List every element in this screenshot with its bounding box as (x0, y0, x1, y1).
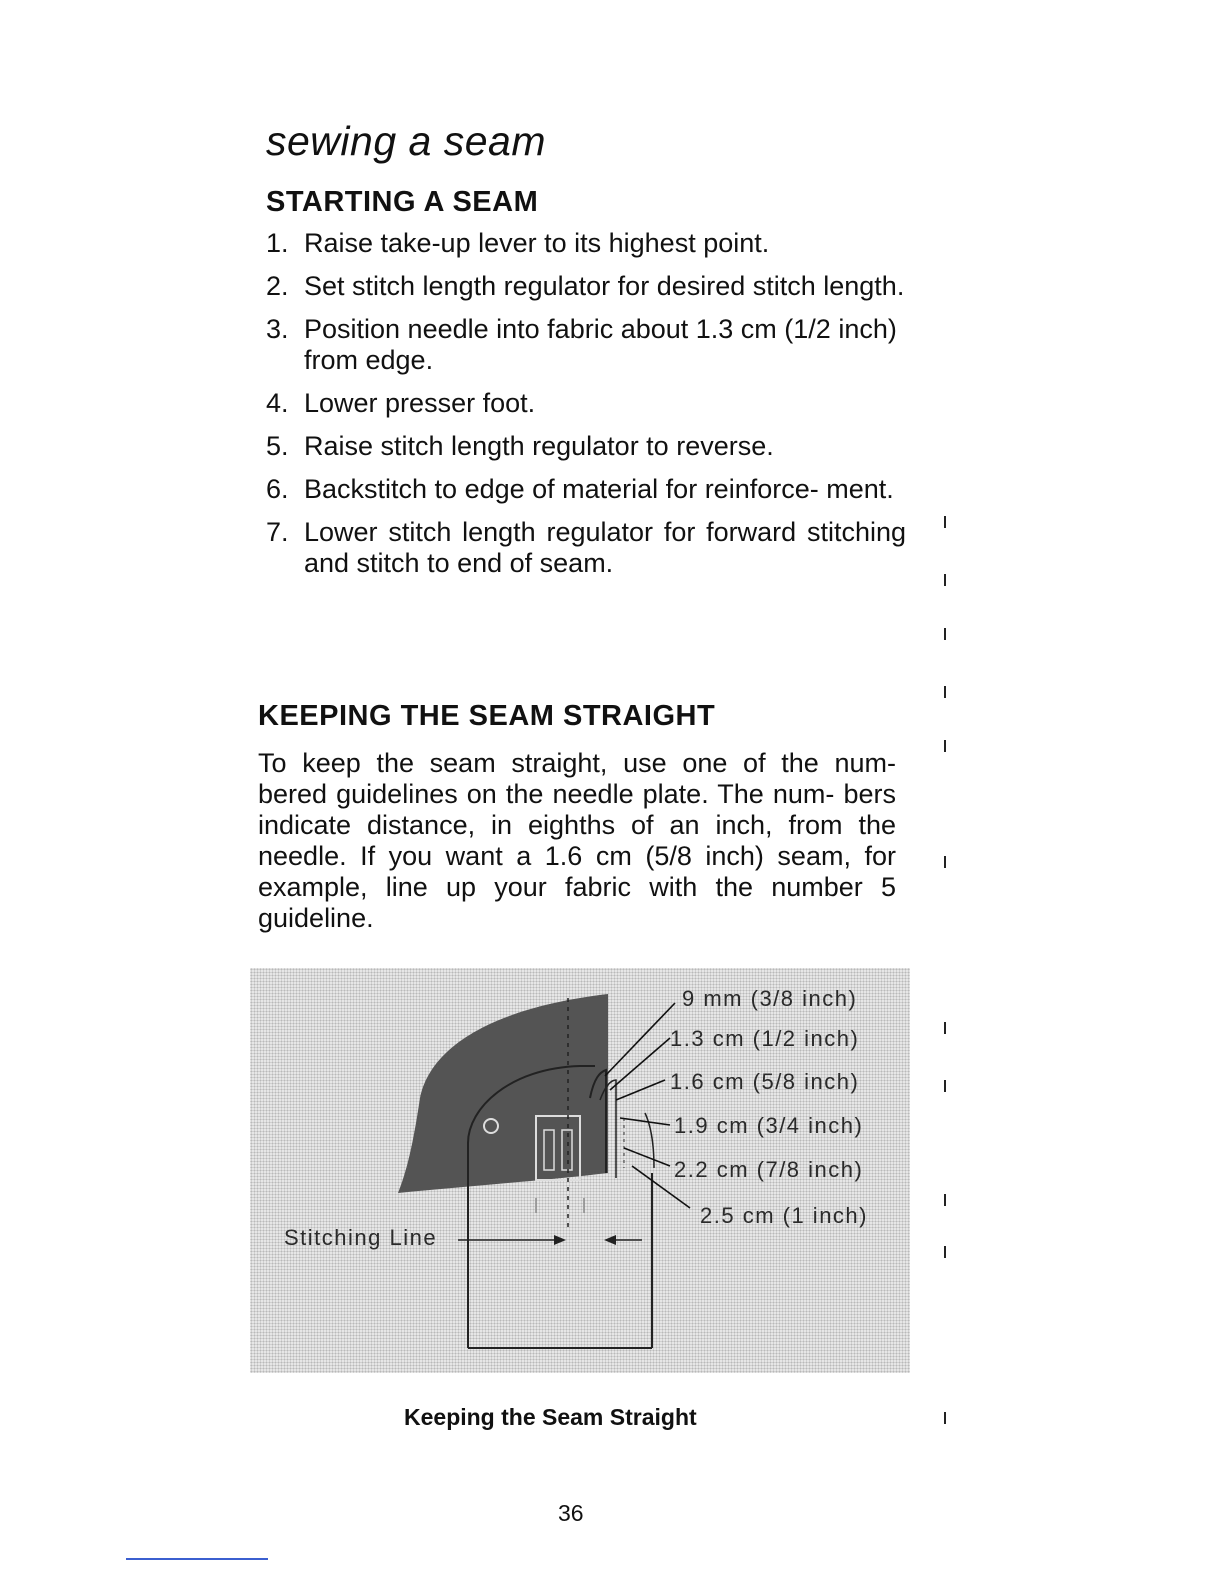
step-text: Position needle into fabric about 1.3 cm (1/2 inch) from edge. (304, 314, 897, 375)
step-text: Lower presser foot. (304, 388, 536, 418)
starting-seam-heading: STARTING A SEAM (266, 186, 539, 218)
step-number: 2. (266, 271, 289, 301)
step-number: 7. (266, 517, 289, 547)
step-number: 6. (266, 474, 289, 504)
scan-edge-mark (944, 1022, 946, 1034)
scan-edge-mark (944, 1080, 946, 1092)
guide-label-9mm: 9 mm (3/8 inch) (682, 986, 858, 1011)
guide-label-1-3cm: 1.3 cm (1/2 inch) (670, 1026, 860, 1051)
step-item (266, 314, 906, 376)
keeping-seam-paragraph: To keep the seam straight, use one of the num- bered guidelines on the needle plate. The num- bers indicate distance, in eighths of an inch, from the needle. If you want a 1.6 cm (5/8 inch) seam, for example, line up your fabric with the number 5 guideline. (258, 748, 896, 933)
step-item (266, 388, 906, 419)
scan-edge-mark (944, 1194, 946, 1206)
step-text: Raise stitch length regulator to reverse. (304, 431, 774, 461)
guide-label-2-5cm: 2.5 cm (1 inch) (700, 1203, 868, 1228)
step-text: Lower stitch length regulator for forward stitching and stitch to end of seam. (304, 517, 906, 578)
step-item (266, 271, 906, 302)
step-number: 4. (266, 388, 289, 418)
scan-edge-mark (944, 516, 946, 528)
starting-seam-steps (266, 228, 906, 591)
guide-label-1-9cm: 1.9 cm (3/4 inch) (674, 1113, 864, 1138)
keeping-seam-heading: KEEPING THE SEAM STRAIGHT (258, 700, 716, 732)
scan-edge-mark (944, 740, 946, 752)
scan-edge-mark (944, 856, 946, 868)
step-number: 1. (266, 228, 289, 258)
footer-rule (126, 1558, 268, 1560)
step-item (266, 474, 906, 505)
step-text: Raise take-up lever to its highest point. (304, 228, 770, 258)
step-item (266, 517, 906, 579)
scan-edge-mark (944, 628, 946, 640)
step-text: Set stitch length regulator for desired stitch length. (304, 271, 905, 301)
section-title: sewing a seam (266, 118, 546, 164)
seam-guide-illustration (250, 968, 910, 1373)
step-number: 5. (266, 431, 289, 461)
scan-edge-mark (944, 686, 946, 698)
scan-edge-mark (944, 1412, 946, 1424)
guide-label-1-6cm: 1.6 cm (5/8 inch) (670, 1069, 860, 1094)
scan-edge-mark (944, 574, 946, 586)
guide-label-2-2cm: 2.2 cm (7/8 inch) (674, 1157, 864, 1182)
step-number: 3. (266, 314, 289, 344)
step-text: Backstitch to edge of material for reinforce- ment. (304, 474, 894, 504)
figure-caption: Keeping the Seam Straight (404, 1404, 697, 1430)
scan-edge-mark (944, 1246, 946, 1258)
fabric-shape (398, 994, 608, 1193)
step-item (266, 431, 906, 462)
step-item (266, 228, 906, 259)
page-number: 36 (558, 1500, 584, 1526)
stitching-line-label: Stitching Line (284, 1225, 438, 1250)
